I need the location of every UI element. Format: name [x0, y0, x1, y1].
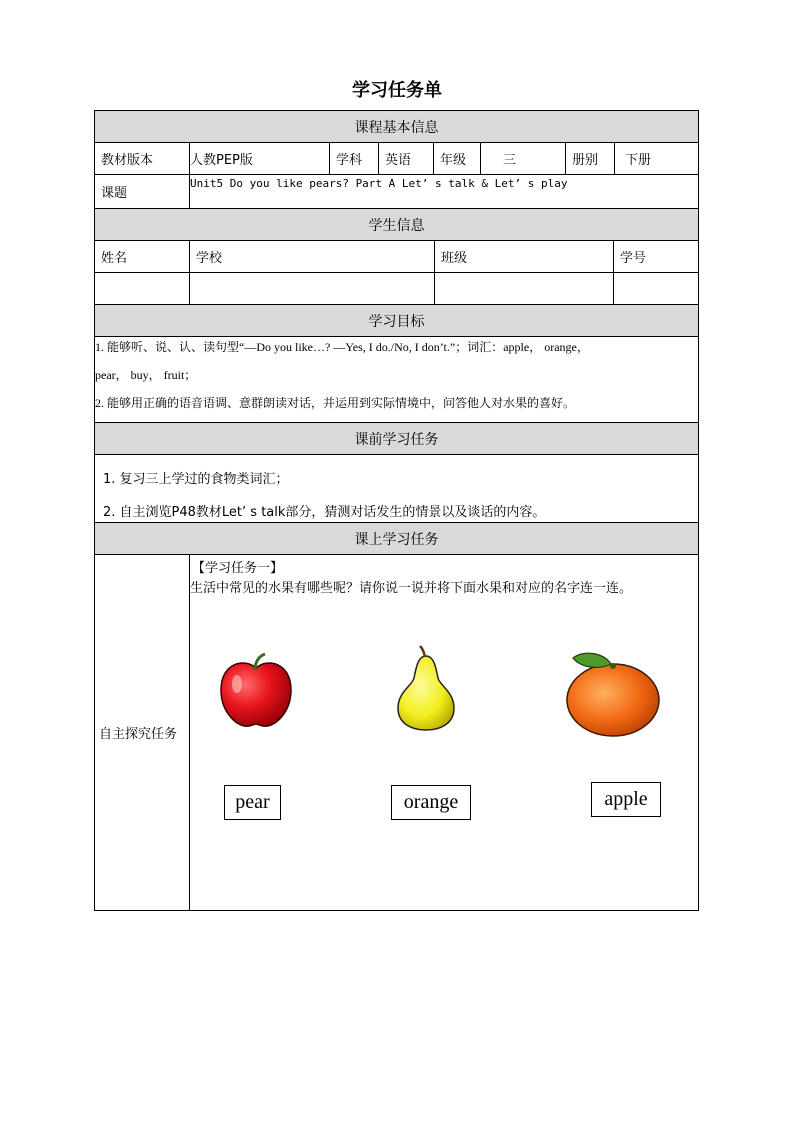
rule — [94, 554, 699, 555]
rule — [565, 142, 566, 174]
word-box-apple[interactable]: apple — [591, 782, 661, 817]
volume-value: 下册 — [625, 153, 652, 168]
orange-icon[interactable] — [563, 650, 661, 738]
task-title: 【学习任务一】 — [192, 561, 284, 576]
rule — [613, 240, 614, 304]
pear-icon[interactable] — [392, 644, 460, 732]
subject-label: 学科 — [336, 153, 363, 168]
rule — [329, 142, 330, 174]
school-input[interactable] — [190, 273, 434, 304]
rule — [189, 554, 190, 911]
page-title: 学习任务单 — [352, 80, 442, 101]
rule — [94, 422, 699, 423]
rule — [189, 240, 190, 304]
pre-class-item-1: 1. 复习三上学过的食物类词汇； — [103, 472, 289, 487]
rule — [480, 142, 481, 174]
rule — [614, 142, 615, 174]
in-class-left-label: 自主探究任务 — [99, 727, 178, 742]
textbook-label: 教材版本 — [101, 153, 154, 168]
apple-icon[interactable] — [215, 650, 297, 730]
table-border-right — [698, 110, 699, 911]
grade-label: 年级 — [440, 153, 467, 168]
rule — [94, 142, 699, 143]
class-label: 班级 — [441, 251, 468, 266]
rule — [94, 208, 699, 209]
topic-value: Unit5 Do you like pears? Part A Let’ s talk & Let’ s play — [190, 177, 568, 190]
task-description: 生活中常见的水果有哪些呢？请你说一说并将下面水果和对应的名字连一连。 — [190, 581, 633, 596]
goal-line-3: 2. 能够用正确的语音语调、意群朗读对话，并运用到实际情境中，问答他人对水果的喜好。 — [95, 396, 576, 410]
textbook-value: 人教PEP版 — [190, 153, 253, 168]
table-border-left — [94, 110, 95, 911]
name-label: 姓名 — [101, 251, 128, 266]
rule — [94, 272, 699, 273]
rule — [94, 336, 699, 337]
word-box-pear[interactable]: pear — [224, 785, 281, 820]
number-label: 学号 — [620, 251, 647, 266]
volume-label: 册别 — [572, 153, 599, 168]
rule — [378, 142, 379, 174]
goal-line-1: 1. 能够听、说、认、读句型“—Do you like…? —Yes, I do./No, I don’t.”；词汇：apple， orange， — [95, 340, 589, 354]
section-in-class: 课上学习任务 — [95, 523, 698, 554]
section-course-info: 课程基本信息 — [95, 111, 698, 142]
name-input[interactable] — [95, 273, 189, 304]
rule — [433, 142, 434, 174]
table-border-top — [94, 110, 699, 111]
number-input[interactable] — [614, 273, 698, 304]
rule — [94, 304, 699, 305]
table-border-bottom — [94, 910, 699, 911]
pre-class-item-2: 2. 自主浏览P48教材Let’ s talk部分，猜测对话发生的情景以及谈话的内容。 — [103, 505, 546, 520]
rule — [94, 522, 699, 523]
rule — [434, 240, 435, 304]
rule — [94, 240, 699, 241]
rule — [189, 142, 190, 208]
subject-value: 英语 — [385, 153, 412, 168]
section-goals: 学习目标 — [95, 305, 698, 336]
word-box-orange[interactable]: orange — [391, 785, 471, 820]
section-pre-class: 课前学习任务 — [95, 423, 698, 454]
rule — [94, 174, 699, 175]
goal-line-2: pear， buy， fruit； — [95, 368, 197, 382]
section-student-info: 学生信息 — [95, 209, 698, 240]
class-input[interactable] — [435, 273, 613, 304]
rule — [94, 454, 699, 455]
school-label: 学校 — [196, 251, 223, 266]
grade-value: 三 — [503, 153, 517, 168]
topic-label: 课题 — [101, 186, 128, 201]
